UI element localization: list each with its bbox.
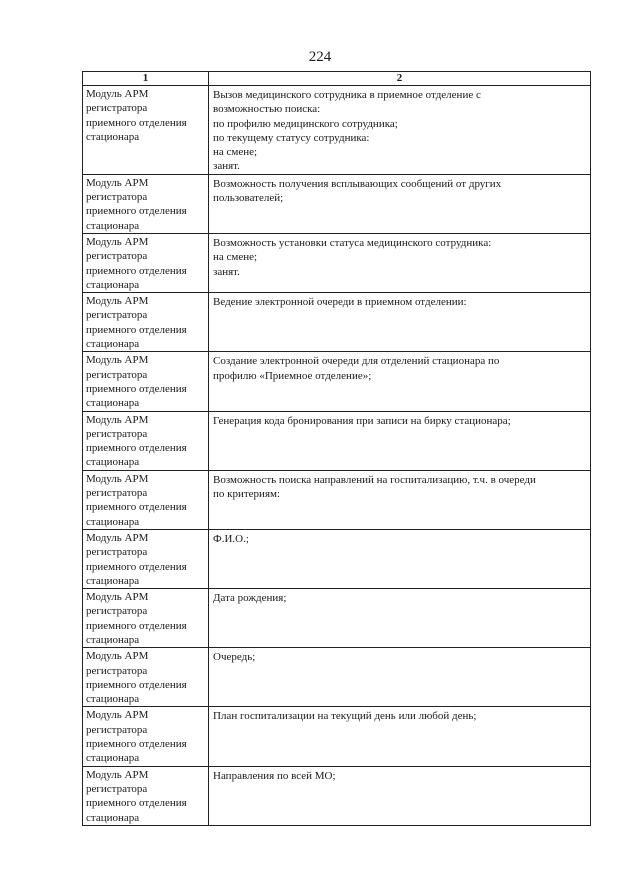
function-line: по критериям: [213, 488, 281, 501]
function-line: занят. [213, 160, 240, 173]
function-line: Возможность получения всплывающих сообщений от других [213, 177, 502, 190]
function-line: занят. [213, 265, 240, 278]
module-line: стационара [86, 633, 140, 646]
table-row [83, 293, 591, 352]
module-line: приемного отделения [86, 382, 187, 395]
module-line: Модуль АРМ [86, 295, 149, 308]
module-cell [83, 233, 209, 292]
function-cell [209, 589, 591, 648]
function-cell [209, 766, 591, 825]
table-row [83, 648, 591, 707]
module-line: регистратора [86, 368, 148, 381]
module-line: стационара [86, 338, 140, 351]
module-line: регистратора [86, 309, 148, 322]
module-line: регистратора [86, 427, 148, 440]
module-line: приемного отделения [86, 738, 187, 751]
module-line: Модуль АРМ [86, 413, 149, 426]
function-cell [209, 174, 591, 233]
module-line: Модуль АРМ [86, 650, 149, 663]
function-line: на смене; [213, 251, 258, 264]
module-cell [83, 352, 209, 411]
module-line: приемного отделения [86, 560, 187, 573]
module-line: Модуль АРМ [86, 176, 149, 189]
module-cell [83, 529, 209, 588]
module-line: стационара [86, 278, 140, 291]
module-line: регистратора [86, 723, 148, 736]
function-line: по текущему статусу сотрудника: [213, 131, 370, 144]
module-line: регистратора [86, 664, 148, 677]
module-line: регистратора [86, 605, 148, 618]
table-row [83, 174, 591, 233]
function-cell [209, 648, 591, 707]
module-line: стационара [86, 752, 140, 765]
function-cell [209, 411, 591, 470]
page-number: 224 [308, 49, 332, 65]
module-line: приемного отделения [86, 797, 187, 810]
table-row [83, 766, 591, 825]
module-line: приемного отделения [86, 619, 187, 632]
module-line: приемного отделения [86, 442, 187, 455]
function-line: на смене; [213, 146, 258, 159]
module-line: приемного отделения [86, 323, 187, 336]
header-col-2: 2 [209, 72, 591, 86]
function-line: Ф.И.О.; [213, 532, 249, 545]
function-line: Возможность установки статуса медицинского сотрудника: [213, 236, 492, 249]
module-line: приемного отделения [86, 501, 187, 514]
module-line: стационара [86, 515, 140, 528]
function-line: профилю «Приемное отделение»; [213, 369, 372, 382]
module-cell [83, 470, 209, 529]
module-line: регистратора [86, 191, 148, 204]
module-line: приемного отделения [86, 116, 187, 129]
module-cell [83, 648, 209, 707]
module-line: стационара [86, 693, 140, 706]
table-row [83, 86, 591, 175]
module-line: приемного отделения [86, 678, 187, 691]
table-header-row [83, 72, 591, 86]
module-line: регистратора [86, 546, 148, 559]
function-cell [209, 529, 591, 588]
module-line: регистратора [86, 487, 148, 500]
table-row [83, 411, 591, 470]
module-cell [83, 174, 209, 233]
module-line: Модуль АРМ [86, 235, 149, 248]
module-line: стационара [86, 130, 140, 143]
function-line: по профилю медицинского сотрудника; [213, 117, 398, 130]
function-line: Очередь; [213, 651, 256, 664]
module-line: стационара [86, 574, 140, 587]
module-cell [83, 293, 209, 352]
module-line: стационара [86, 397, 140, 410]
function-cell [209, 470, 591, 529]
header-col-1: 1 [83, 72, 209, 86]
table-row [83, 352, 591, 411]
function-line: План госпитализации на текущий день или любой день; [213, 710, 477, 723]
module-cell [83, 766, 209, 825]
module-line: Модуль АРМ [86, 591, 149, 604]
table-row [83, 707, 591, 766]
table-row [83, 470, 591, 529]
function-cell [209, 293, 591, 352]
table-row [83, 529, 591, 588]
function-cell [209, 86, 591, 175]
function-line: Направления по всей МО; [213, 769, 336, 782]
function-cell [209, 233, 591, 292]
module-line: регистратора [86, 102, 148, 115]
module-line: приемного отделения [86, 264, 187, 277]
module-line: Модуль АРМ [86, 88, 149, 100]
module-line: Модуль АРМ [86, 531, 149, 544]
module-cell [83, 707, 209, 766]
module-line: регистратора [86, 250, 148, 263]
module-line: стационара [86, 811, 140, 824]
function-cell [209, 707, 591, 766]
module-line: Модуль АРМ [86, 354, 149, 367]
table-row [83, 589, 591, 648]
module-line: стационара [86, 456, 140, 469]
module-cell [83, 86, 209, 175]
requirements-table [82, 71, 591, 826]
function-line: пользователей; [213, 192, 284, 205]
module-line: приемного отделения [86, 205, 187, 218]
module-cell [83, 589, 209, 648]
module-line: регистратора [86, 782, 148, 795]
function-line: Генерация кода бронирования при записи на бирку стационара; [213, 414, 511, 427]
function-line: Создание электронной очереди для отделений стационара по [213, 355, 500, 368]
table-body [83, 86, 591, 826]
module-line: Модуль АРМ [86, 709, 149, 722]
module-line: Модуль АРМ [86, 472, 149, 485]
module-cell [83, 411, 209, 470]
module-line: Модуль АРМ [86, 768, 149, 781]
function-line: Дата рождения; [213, 592, 287, 605]
function-cell [209, 352, 591, 411]
function-line: Возможность поиска направлений на госпитализацию, т.ч. в очереди [213, 473, 536, 486]
function-line: Ведение электронной очереди в приемном отделении: [213, 296, 467, 309]
function-line: возможностью поиска: [213, 103, 321, 116]
table-row [83, 233, 591, 292]
module-line: стационара [86, 219, 140, 232]
function-line: Вызов медицинского сотрудника в приемное отделение с [213, 89, 481, 101]
